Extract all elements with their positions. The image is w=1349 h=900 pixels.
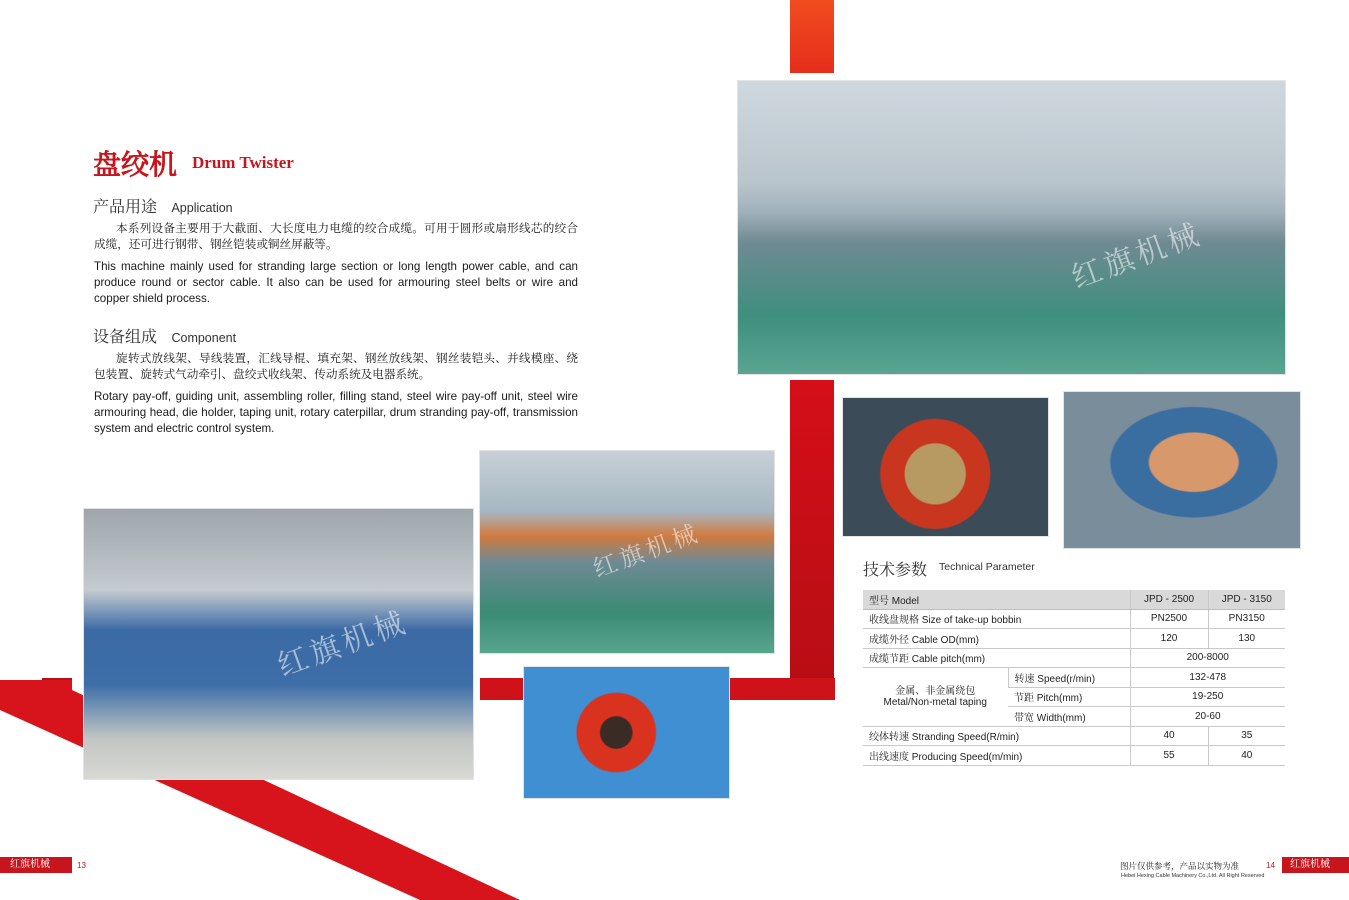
- tech-title-cn: 技术参数: [863, 562, 928, 579]
- spec-label: 收线盘规格 Size of take-up bobbin: [863, 609, 1130, 629]
- spec-value: 35: [1208, 726, 1285, 746]
- spec-table: [863, 590, 1285, 766]
- footer-brand-right: 红旗机械: [1282, 857, 1349, 873]
- spec-value: 40: [1208, 746, 1285, 766]
- application-text-en: This machine mainly used for stranding large section or long length power cable, and can produce round or sector cable. It also can be used for armouring steel belts or wire and copper shield process.: [94, 260, 578, 305]
- table-row: [863, 726, 1285, 746]
- component-text-en: Rotary pay-off, guiding unit, assembling roller, filling stand, steel wire pay-off unit, steel wire armouring head, die holder, taping unit, rotary caterpillar, drum stranding pay-off, transmission system and electric control system.: [94, 390, 578, 435]
- component-title-en: Component: [171, 331, 237, 345]
- spec-taping-label: [863, 668, 1008, 727]
- component-text-cn: 旋转式放线架、导线装置，汇线导棍、填充架、钢丝放线架、钢丝装铠头、并线模座、绕包装置、旋转式气动牵引、盘绞式收线架、传动系统及电器系统。: [94, 352, 578, 381]
- photo-taping-unit: [523, 666, 730, 799]
- photo-twisting-head: [842, 397, 1049, 537]
- application-title-en: Application: [171, 201, 233, 215]
- spec-value: 40: [1130, 726, 1208, 746]
- spec-value: 19-250: [1130, 687, 1285, 707]
- spec-value: PN3150: [1208, 609, 1285, 629]
- component-heading: [93, 324, 236, 347]
- spec-label: 绞体转速 Stranding Speed(R/min): [863, 726, 1130, 746]
- table-row: [863, 746, 1285, 766]
- spec-label: 出线速度 Producing Speed(m/min): [863, 746, 1130, 766]
- spec-value: 130: [1208, 629, 1285, 649]
- watermark-text: 红旗机械: [273, 604, 414, 684]
- watermark-text: 红旗机械: [1067, 216, 1208, 296]
- red-ribbon-top: [790, 0, 834, 73]
- spec-label: 带宽 Width(mm): [1008, 707, 1130, 727]
- table-row: [863, 648, 1285, 668]
- photo-copper-spool: [1063, 391, 1301, 549]
- photo-factory-hall: [737, 80, 1286, 375]
- spec-label: 转速 Speed(r/min): [1008, 668, 1130, 688]
- spec-label: 节距 Pitch(mm): [1008, 687, 1130, 707]
- page-title-en: Drum Twister: [192, 153, 294, 172]
- photo-production-line: [479, 450, 775, 654]
- table-row: [863, 609, 1285, 629]
- spec-value: 200-8000: [1130, 648, 1285, 668]
- application-text-cn: 本系列设备主要用于大截面、大长度电力电缆的绞合成缆。可用于圆形或扇形线芯的绞合成缆，还可进行钢带、钢丝铠装或铜丝屏蔽等。: [94, 222, 578, 251]
- tech-title-en: Technical Parameter: [939, 561, 1035, 573]
- red-ribbon-vertical: [790, 380, 834, 700]
- photo-drum-twister-machine: [83, 508, 474, 780]
- spec-label: 成缆外径 Cable OD(mm): [863, 629, 1130, 649]
- spec-value: 55: [1130, 746, 1208, 766]
- application-title-cn: 产品用途: [93, 199, 158, 216]
- spec-label: 成缆节距 Cable pitch(mm): [863, 648, 1130, 668]
- spec-taping-label-cn: 金属、非金属绕包: [895, 685, 976, 697]
- page-number-right: 14: [1266, 861, 1275, 870]
- watermark-text: 红旗机械: [589, 518, 705, 584]
- table-row: [863, 590, 1285, 609]
- footer-note: 图片仅供参考，产品以实物为准: [1120, 861, 1240, 871]
- spec-header-model-2: JPD - 3150: [1208, 590, 1285, 609]
- spec-header-label: 型号 Model: [863, 590, 1130, 609]
- spec-taping-label-en: Metal/Non-metal taping: [883, 696, 987, 708]
- table-row: [863, 629, 1285, 649]
- spec-value: 132-478: [1130, 668, 1285, 688]
- footer-copyright: Hebei Hexing Cable Machinery Co.,Ltd. All Right Reserved: [1121, 873, 1265, 879]
- spec-value: PN2500: [1130, 609, 1208, 629]
- spec-value: 120: [1130, 629, 1208, 649]
- page-number-left: 13: [77, 861, 86, 870]
- application-heading: [93, 194, 233, 217]
- table-row: [863, 668, 1285, 688]
- spec-header-model-1: JPD - 2500: [1130, 590, 1208, 609]
- footer-brand-left: 红旗机械: [0, 857, 72, 873]
- component-title-cn: 设备组成: [93, 329, 158, 346]
- spec-value: 20-60: [1130, 707, 1285, 727]
- page-title-cn: 盘绞机: [93, 148, 178, 181]
